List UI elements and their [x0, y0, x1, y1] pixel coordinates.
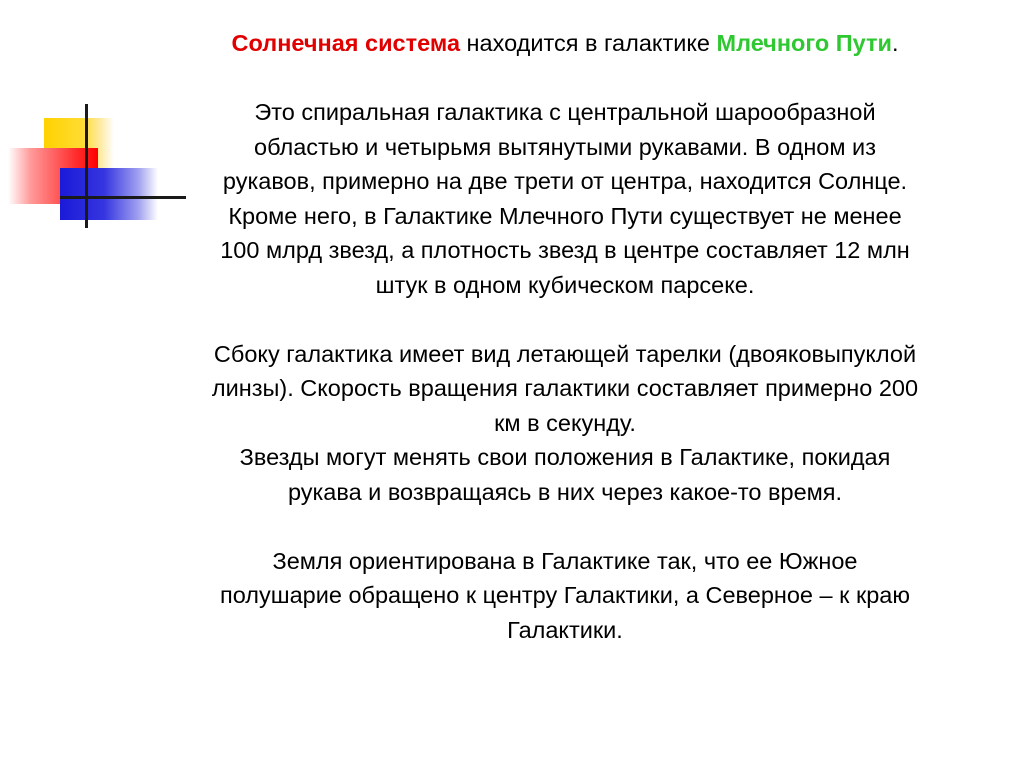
paragraph-earth-orientation: [120, 544, 1010, 648]
text-line: Кроме него, в Галактике Млечного Пути существует не менее: [228, 202, 902, 229]
text-line: Звезды могут менять свои положения в Галактике, покидая: [239, 444, 891, 470]
text-line: полушарие обращено к центру Галактики, а Северное – к краю: [219, 582, 910, 608]
spacer: [120, 61, 1010, 96]
text-line: линзы). Скорость вращения галактики составляет примерно 200: [211, 375, 919, 401]
title-middle: находится в галактике: [460, 30, 717, 56]
vertical-line-decoration: [85, 104, 88, 228]
spacer: [120, 302, 1010, 337]
text-line: км в секунду.: [494, 409, 636, 436]
text-line: рукавов, примерно на две трети от центра, находится Солнце.: [222, 168, 908, 194]
slide-title: [120, 26, 1010, 61]
paragraph-galaxy-shape: [120, 337, 1010, 510]
title-milky-way: Млечного Пути: [716, 30, 892, 56]
text-line: рукава и возвращаясь в них через какое-то время.: [287, 478, 843, 505]
spacer: [120, 509, 1010, 544]
title-solar-system: Солнечная система: [231, 30, 461, 56]
text-line: 100 млрд звезд, а плотность звезд в центре составляет 12 млн: [220, 237, 910, 263]
text-line: Это спиральная галактика с центральной шарообразной: [254, 99, 876, 125]
text-line: областью и четырьмя вытянутыми рукавами. В одном из: [254, 133, 876, 160]
text-line: Галактики.: [507, 616, 623, 643]
slide-text: [120, 26, 1010, 647]
title-end: .: [891, 30, 899, 56]
paragraph-galaxy-structure: [120, 95, 1010, 302]
text-line: штук в одном кубическом парсеке.: [375, 271, 755, 298]
text-line: Сбоку галактика имеет вид летающей тарелки (двояковыпуклой: [213, 340, 917, 367]
text-line: Земля ориентирована в Галактике так, что ее Южное: [272, 547, 858, 574]
